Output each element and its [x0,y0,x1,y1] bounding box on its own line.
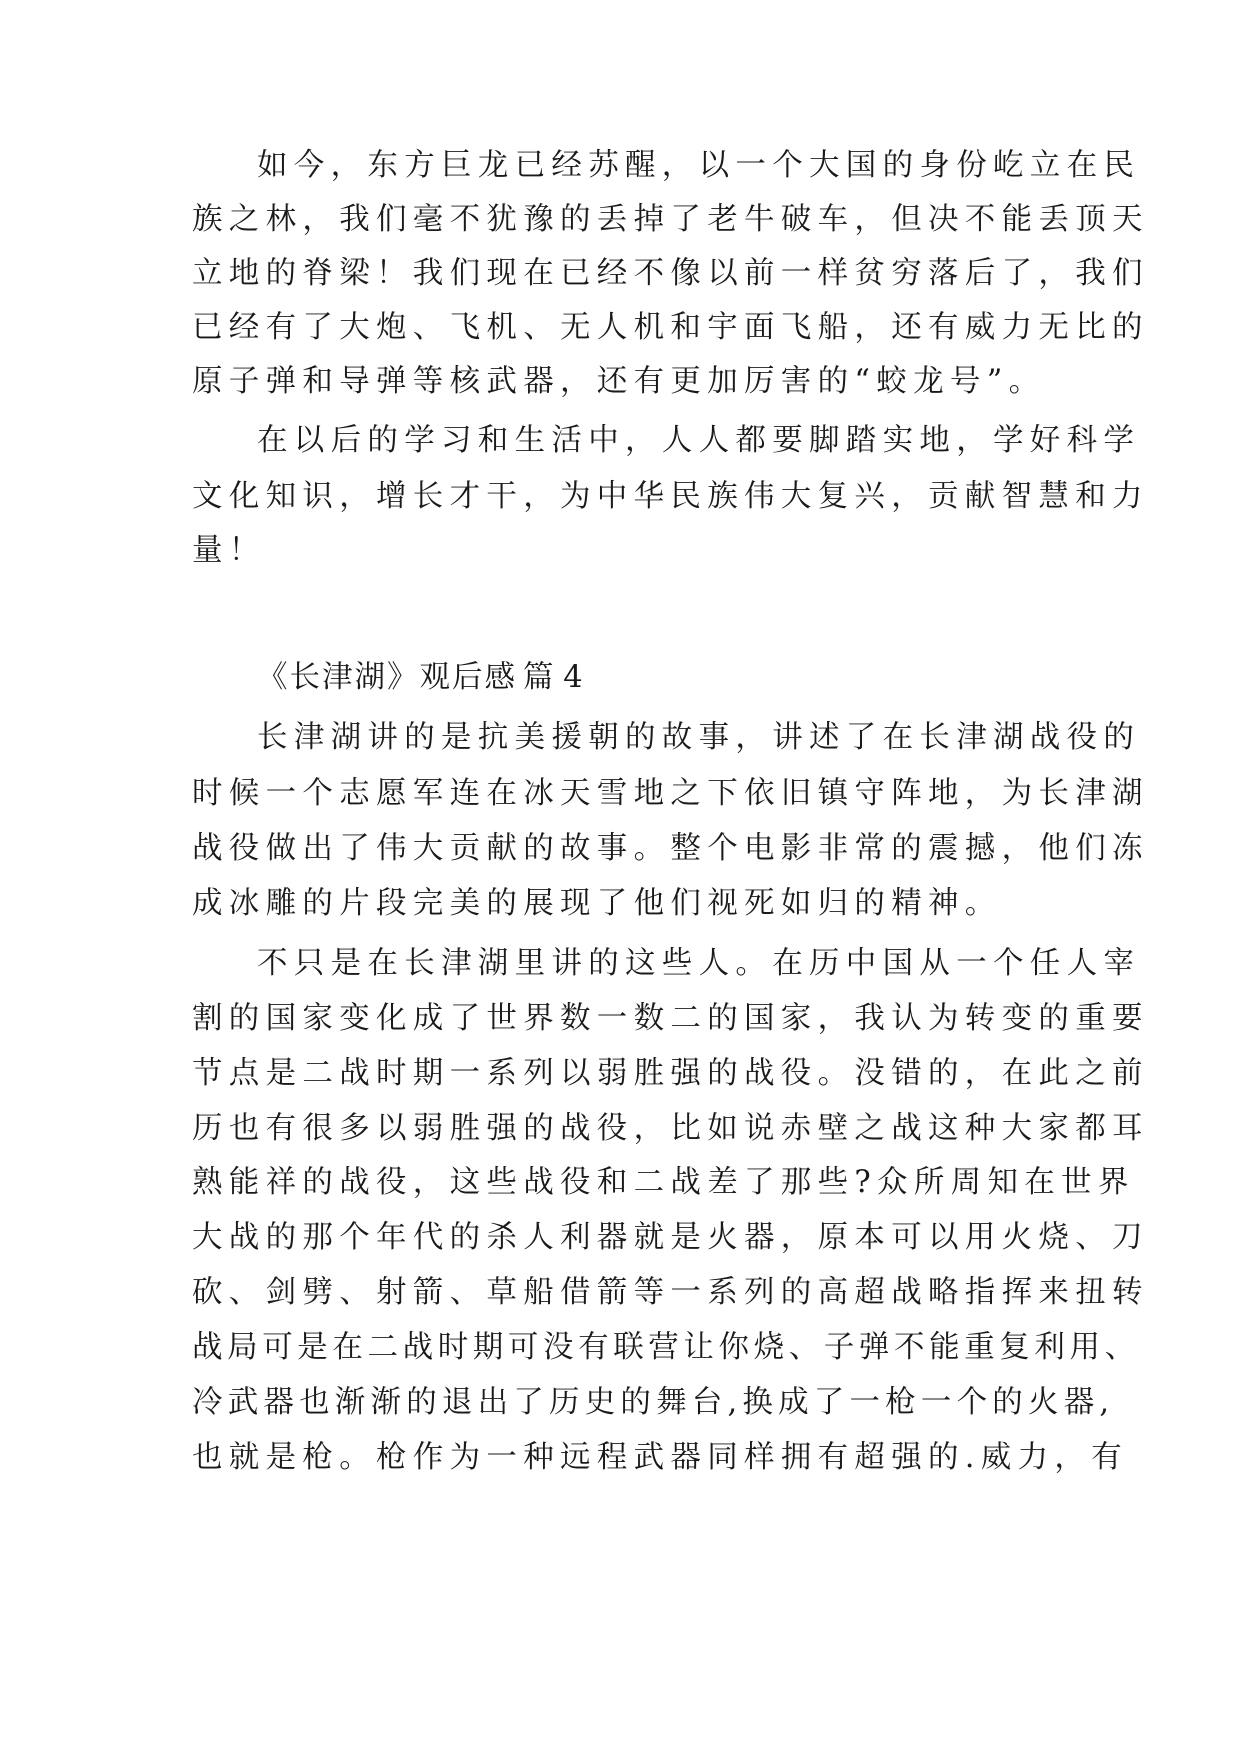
paragraph-4-line-1: 不只是在长津湖里讲的这些人。在历中国从一个任人宰 [257,946,1141,981]
paragraph-4-line-6: 大战的那个年代的杀人利器就是火器，原本可以用火烧、刀 [192,1220,1149,1255]
paragraph-3-line-4: 成冰雕的片段完美的展现了他们视死如归的精神。 [192,886,1002,921]
section-heading [257,648,1117,708]
paragraph-4-line-4: 历也有很多以弱胜强的战役，比如说赤壁之战这种大家都耳 [192,1111,1149,1146]
paragraph-4-line-10: 也就是枪。枪作为一种远程武器同样拥有超强的.威力，有 [192,1440,1128,1475]
heading-section-number: 篇 4 [523,660,583,695]
paragraph-4-line-5: 熟能祥的战役，这些战役和二战差了那些?众所周知在世界 [192,1165,1135,1200]
paragraph-4-line-2: 割的国家变化成了世界数一数二的国家，我认为转变的重要 [192,1001,1149,1036]
paragraph-1-line-1: 如今，东方巨龙已经苏醒，以一个大国的身份屹立在民 [257,148,1141,183]
paragraph-4-line-9: 冷武器也渐渐的退出了历史的舞台,换成了一枪一个的火器, [192,1385,1115,1420]
paragraph-2-line-1: 在以后的学习和生活中，人人都要脚踏实地，学好科学 [257,423,1141,458]
paragraph-4-line-8: 战局可是在二战时期可没有联营让你烧、子弹不能重复利用、 [192,1330,1140,1365]
paragraph-1-line-3: 立地的脊梁！我们现在已经不像以前一样贫穷落后了，我们 [192,256,1149,291]
paragraph-4-line-7: 砍、剑劈、射箭、草船借箭等一系列的高超战略指挥来扭转 [192,1275,1149,1310]
paragraph-1-line-4: 已经有了大炮、飞机、无人机和宇面飞船，还有威力无比的 [192,310,1149,345]
paragraph-2-line-3: 量！ [192,533,266,568]
paragraph-3-line-3: 战役做出了伟大贡献的故事。整个电影非常的震撼，他们冻 [192,831,1149,866]
paragraph-1-line-5: 原子弹和导弹等核武器，还有更加厉害的“蛟龙号”。 [192,364,1046,399]
paragraph-1-line-2: 族之林，我们毫不犹豫的丢掉了老牛破车，但决不能丢顶天 [192,202,1149,237]
paragraph-3-line-1: 长津湖讲的是抗美援朝的故事，讲述了在长津湖战役的 [257,720,1141,755]
heading-title: 《长津湖》观后感 [257,660,517,695]
paragraph-4-line-3: 节点是二战时期一系列以弱胜强的战役。没错的，在此之前 [192,1056,1149,1091]
paragraph-2-line-2: 文化知识，增长才干，为中华民族伟大复兴，贡献智慧和力 [192,479,1149,514]
paragraph-3-line-2: 时候一个志愿军连在冰天雪地之下依旧镇守阵地，为长津湖 [192,776,1149,811]
